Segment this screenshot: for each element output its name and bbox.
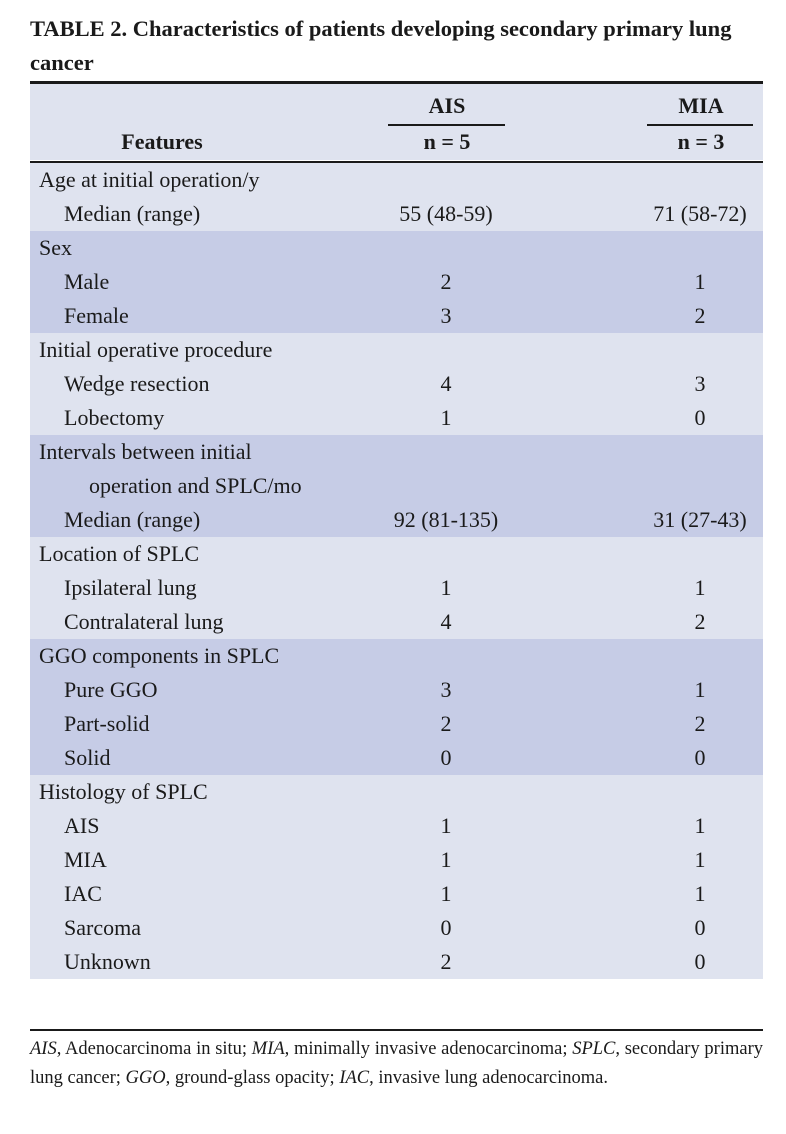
table-row — [30, 605, 763, 639]
group-title: Location of SPLC — [39, 541, 200, 566]
ais-value: 0 — [440, 745, 452, 770]
table-row — [30, 707, 763, 741]
table-footnote — [30, 1035, 763, 1092]
row-label: AIS — [64, 813, 100, 838]
ais-value: 2 — [440, 949, 452, 974]
table-row — [30, 741, 763, 775]
row-label: Median (range) — [64, 201, 201, 226]
ais-value: 1 — [440, 575, 452, 600]
footnote-definition: , secondary primary lung cancer; — [30, 1039, 763, 1088]
footnote-definition: , invasive lung adenocarcinoma. — [369, 1067, 608, 1088]
ais-value: 3 — [440, 303, 452, 328]
footnote-abbreviation: GGO — [125, 1067, 166, 1088]
group-title-row — [30, 775, 763, 809]
table-row — [30, 945, 763, 979]
row-label: Part-solid — [64, 711, 150, 736]
mia-value: 3 — [694, 371, 706, 396]
group-title-row — [30, 639, 763, 673]
mia-value: 1 — [694, 575, 706, 600]
group-title-row — [30, 163, 763, 197]
table-group — [30, 435, 763, 537]
table-bottom-rule — [30, 1029, 763, 1031]
mia-value: 0 — [694, 405, 706, 430]
mia-value: 1 — [694, 677, 706, 702]
table-group — [30, 775, 763, 979]
group-title-row — [30, 333, 763, 367]
row-label: Unknown — [64, 949, 151, 974]
table-row — [30, 299, 763, 333]
row-label: MIA — [64, 847, 107, 872]
ais-header-underline — [388, 124, 505, 126]
row-label: Lobectomy — [64, 405, 165, 430]
row-label: Sarcoma — [64, 915, 141, 940]
mia-value: 0 — [694, 915, 706, 940]
features-column-header: Features — [121, 129, 203, 154]
mia-value: 1 — [694, 269, 706, 294]
group-title: Initial operative procedure — [39, 337, 273, 362]
group-title: Intervals between initial — [39, 439, 252, 464]
mia-value: 2 — [694, 303, 706, 328]
mia-value: 31 (27-43) — [653, 507, 747, 532]
mia-value: 2 — [694, 711, 706, 736]
group-title: Age at initial operation/y — [39, 167, 260, 192]
table-row — [30, 503, 763, 537]
group-title-row — [30, 231, 763, 265]
table-caption: TABLE 2. Characteristics of patients developing secondary primary lung cancer — [30, 16, 732, 75]
mia-value: 71 (58-72) — [653, 201, 747, 226]
table-group — [30, 231, 763, 333]
row-label: Ipsilateral lung — [64, 575, 197, 600]
ais-value: 1 — [440, 813, 452, 838]
group-title: Sex — [39, 235, 72, 260]
ais-value: 2 — [440, 711, 452, 736]
ais-value: 1 — [440, 847, 452, 872]
row-label: Male — [64, 269, 110, 294]
mia-value: 1 — [694, 881, 706, 906]
ais-value: 55 (48-59) — [399, 201, 493, 226]
group-title: GGO components in SPLC — [39, 643, 280, 668]
mia-value: 2 — [694, 609, 706, 634]
table-group — [30, 537, 763, 639]
group-title: operation and SPLC/mo — [89, 473, 302, 498]
mia-value: 0 — [694, 745, 706, 770]
footnote-abbreviation: MIA — [251, 1039, 285, 1059]
group-title: Histology of SPLC — [39, 779, 208, 804]
mia-sample-size: n = 3 — [677, 129, 725, 154]
table-row — [30, 571, 763, 605]
row-label: Contralateral lung — [64, 609, 224, 634]
table-row — [30, 911, 763, 945]
table-row — [30, 877, 763, 911]
table-header — [30, 84, 763, 160]
row-label: Female — [64, 303, 129, 328]
footnote-abbreviation: IAC — [339, 1067, 370, 1088]
ais-sample-size: n = 5 — [423, 129, 471, 154]
footnote-definition: , Adenocarcinoma in situ; — [56, 1039, 252, 1059]
footnote-definition: , ground-glass opacity; — [165, 1067, 340, 1088]
footnote-abbreviation: AIS — [30, 1039, 57, 1059]
ais-column-header: AIS — [428, 93, 466, 118]
group-title-row — [30, 435, 763, 469]
group-title-row — [30, 469, 763, 503]
ais-value: 4 — [440, 609, 452, 634]
table-row — [30, 197, 763, 231]
mia-column-header: MIA — [678, 93, 724, 118]
table-row — [30, 809, 763, 843]
row-label: Pure GGO — [64, 677, 158, 702]
footnote-abbreviation: SPLC — [572, 1039, 616, 1059]
ais-value: 2 — [440, 269, 452, 294]
ais-value: 3 — [440, 677, 452, 702]
ais-value: 92 (81-135) — [393, 507, 499, 532]
row-label: Wedge resection — [64, 371, 210, 396]
ais-value: 0 — [440, 915, 452, 940]
table-row — [30, 843, 763, 877]
table-row — [30, 265, 763, 299]
row-label: Solid — [64, 745, 111, 770]
table-group — [30, 333, 763, 435]
row-label: IAC — [64, 881, 102, 906]
table-row — [30, 673, 763, 707]
ais-value: 1 — [440, 881, 452, 906]
mia-header-underline — [647, 124, 753, 126]
table-group — [30, 163, 763, 231]
group-title-row — [30, 537, 763, 571]
table-body — [30, 163, 763, 979]
mia-value: 1 — [694, 813, 706, 838]
ais-value: 1 — [440, 405, 452, 430]
table-row — [30, 401, 763, 435]
footnote-definition: , minimally invasive adenocarcinoma; — [284, 1039, 573, 1059]
table-row — [30, 367, 763, 401]
table-group — [30, 639, 763, 775]
row-label: Median (range) — [64, 507, 201, 532]
mia-value: 1 — [694, 847, 706, 872]
mia-value: 0 — [694, 949, 706, 974]
ais-value: 4 — [440, 371, 452, 396]
